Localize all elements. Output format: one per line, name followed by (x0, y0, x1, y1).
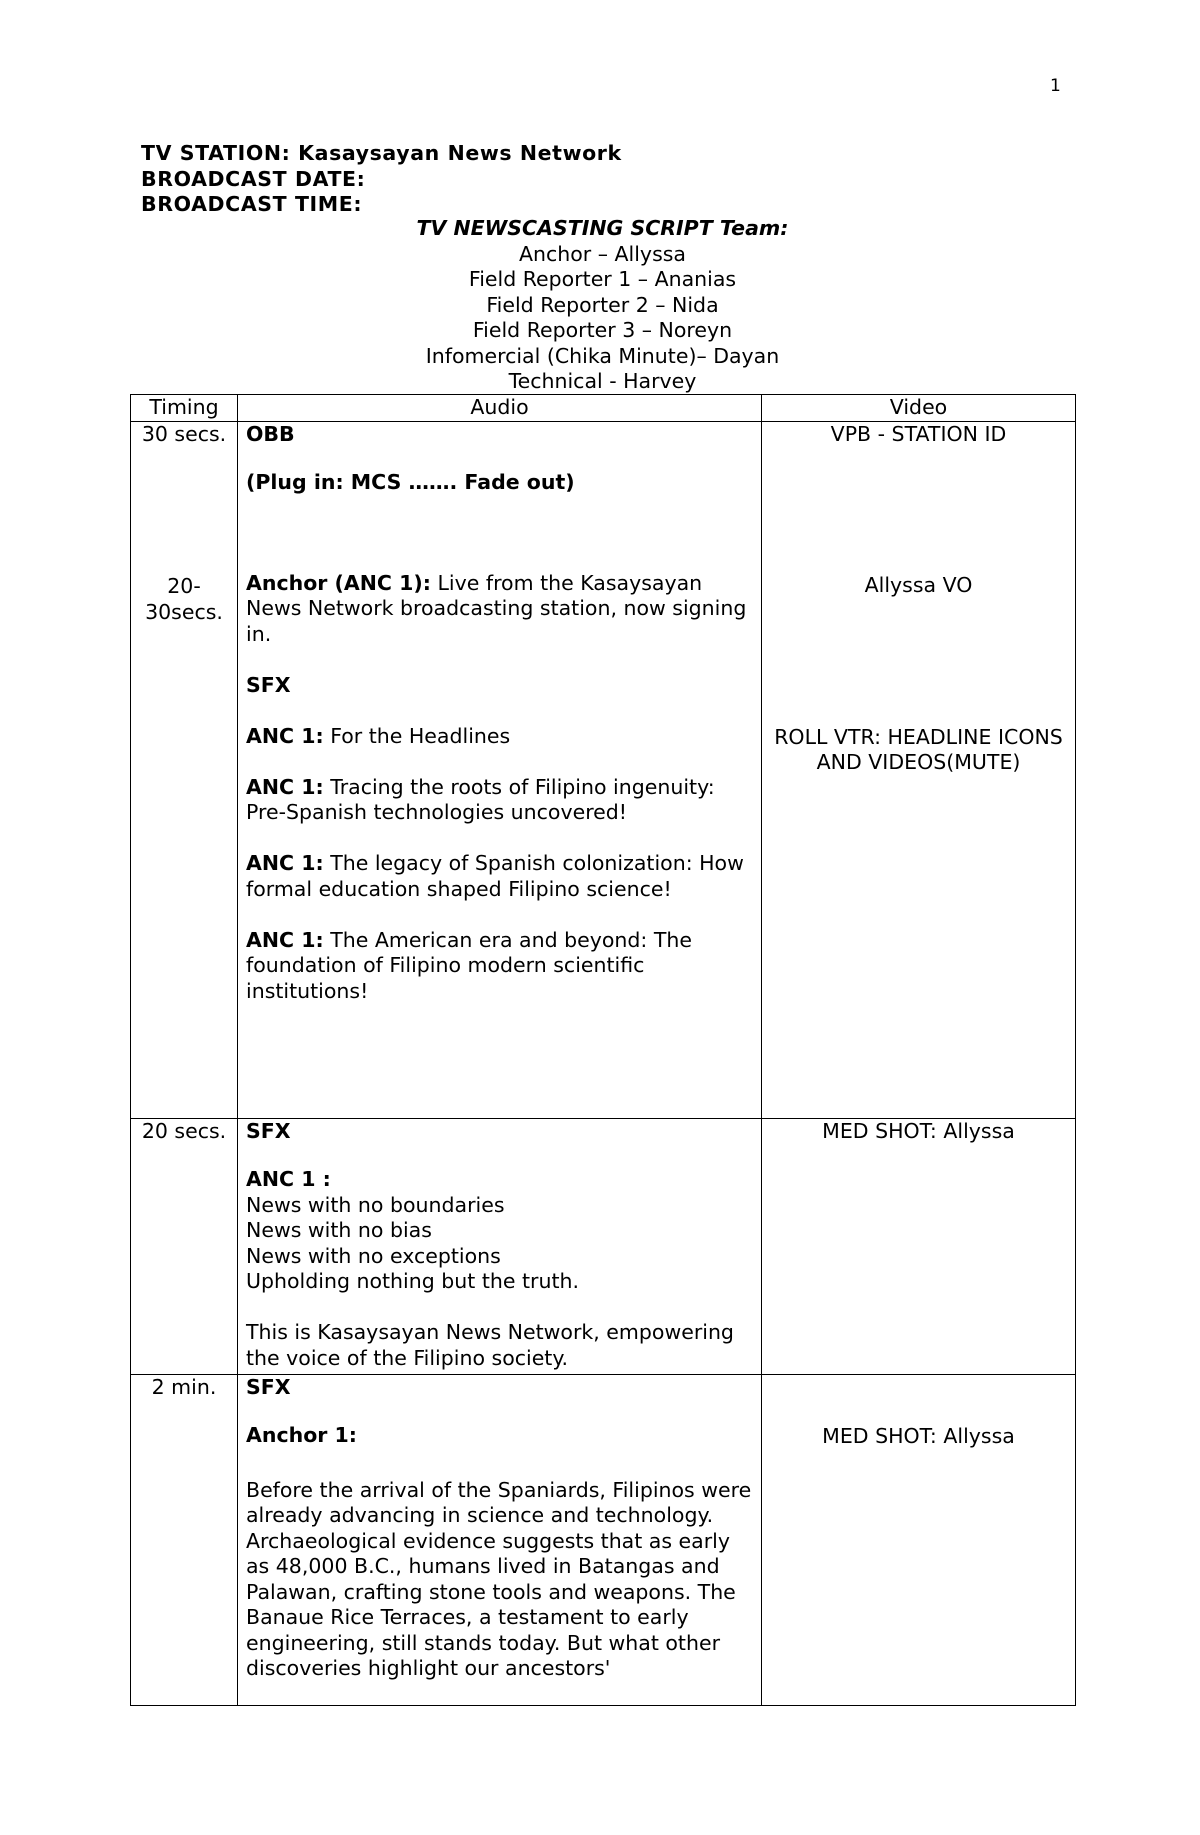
anc-label: ANC 1: (246, 851, 324, 875)
video-cell (762, 1374, 1076, 1705)
table-row (131, 421, 1076, 1118)
anchor-intro (246, 571, 753, 648)
video-cue: Allyssa VO (864, 573, 973, 597)
anchor-text: Live from the Kasaysayan News Network broadcasting station, now signing in. (246, 570, 747, 646)
team-member: Technical - Harvey (508, 369, 697, 393)
video-cell (762, 421, 1076, 1118)
audio-cell (238, 421, 762, 1118)
table-row (131, 1374, 1076, 1705)
anc-label: ANC 1: (246, 774, 324, 799)
broadcast-date-line: BROADCAST DATE: (141, 166, 366, 191)
headline-text: Tracing the roots of Filipino ingenuity: Pre-Spanish technologies uncovered! (246, 774, 715, 824)
anc-label: ANC 1: (246, 723, 324, 748)
sfx-label: SFX (246, 1374, 291, 1399)
team-member: Field Reporter 1 – Ananias (468, 267, 737, 291)
headline-3 (246, 928, 753, 1005)
timing-cell (131, 421, 238, 1118)
header-audio: Audio (238, 395, 762, 422)
anchor-label: Anchor 1: (246, 1423, 357, 1447)
page-number: 1 (1050, 76, 1061, 96)
table-row (131, 1118, 1076, 1374)
table-header-row (131, 395, 1076, 422)
team-member: Anchor – Allyssa (518, 241, 686, 266)
plug-in-cue: (Plug in: MCS ……. Fade out) (246, 470, 575, 494)
team-block (130, 216, 1075, 395)
team-member: Infomercial (Chika Minute)– Dayan (425, 343, 780, 368)
video-cue: MED SHOT: Allyssa (822, 1423, 1015, 1448)
obb-label: OBB (246, 421, 295, 446)
video-cue: MED SHOT: Allyssa (822, 1118, 1015, 1143)
team-member: Field Reporter 3 – Noreyn (472, 318, 733, 342)
video-cell (762, 1118, 1076, 1374)
headlines-intro (246, 724, 753, 750)
anc-label: ANC 1: (246, 927, 324, 952)
audio-cell (238, 1374, 762, 1705)
timing-value: 20-30secs. (145, 574, 223, 624)
headline-text: The legacy of Spanish colonization: How formal education shaped Filipino science! (246, 851, 744, 901)
document-header (141, 141, 921, 218)
closing-text: This is Kasaysayan News Network, empowering the voice of the Filipino society. (246, 1320, 734, 1370)
anc-label: ANC 1 : (246, 1167, 331, 1191)
team-title: TV NEWSCASTING SCRIPT Team: (416, 216, 789, 240)
header-timing: Timing (131, 395, 238, 422)
header-video: Video (762, 395, 1076, 422)
story-body: Before the arrival of the Spaniards, Filipinos were already advancing in science and technology. Archaeological evidence suggests that as early as 48,000 B.C., humans lived in Batangas and Palawan, crafting stone tools and weapons. The Banaue Rice Terraces, a testament to early engineering, still stands today. But what other discoveries highlight our ancestors' (246, 1477, 752, 1680)
sfx-label: SFX (246, 672, 291, 697)
timing-cell (131, 1374, 238, 1705)
script-table (130, 394, 1076, 1706)
video-cue: ROLL VTR: HEADLINE ICONS AND VIDEOS(MUTE) (774, 724, 1063, 774)
tagline-line: News with no boundaries (246, 1192, 505, 1217)
timing-value: 20 secs. (141, 1118, 227, 1143)
timing-value: 30 secs. (141, 421, 227, 446)
headline-1 (246, 775, 753, 826)
headline-2 (246, 851, 753, 902)
tagline-line: Upholding nothing but the truth. (246, 1269, 579, 1293)
anchor-label: Anchor (ANC 1): (246, 570, 431, 595)
sfx-label: SFX (246, 1118, 291, 1143)
tv-station-line: TV STATION: Kasaysayan News Network (141, 141, 622, 165)
audio-cell (238, 1118, 762, 1374)
tagline-line: News with no exceptions (246, 1243, 501, 1268)
headline-text: The American era and beyond: The foundation of Filipino modern scientific institutions! (246, 927, 692, 1003)
tagline-line: News with no bias (246, 1218, 432, 1242)
team-member: Field Reporter 2 – Nida (486, 292, 719, 317)
timing-cell (131, 1118, 238, 1374)
video-cue: VPB - STATION ID (830, 421, 1007, 446)
broadcast-time-line: BROADCAST TIME: (141, 192, 363, 216)
headlines-text: For the Headlines (323, 723, 511, 748)
timing-value: 2 min. (151, 1374, 217, 1399)
